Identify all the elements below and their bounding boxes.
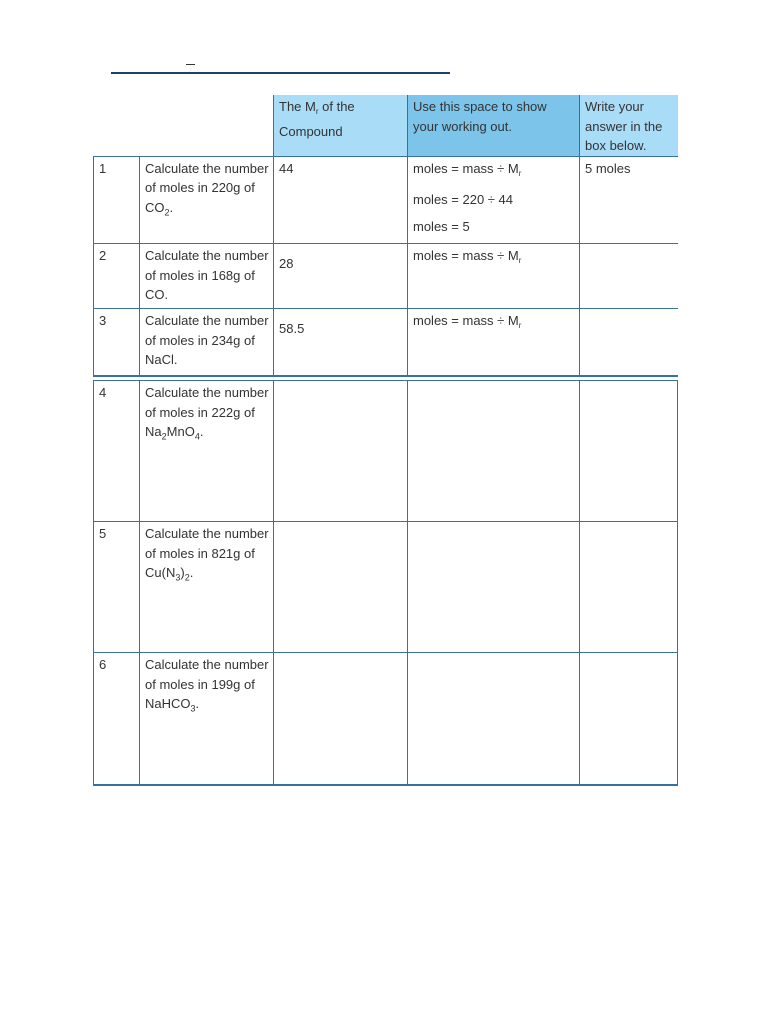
worked-examples-table — [93, 95, 678, 377]
working-cell[interactable] — [408, 381, 580, 522]
row-number: 5 — [94, 522, 140, 653]
question-cell: Calculate the number of moles in 168g of CO. — [140, 244, 274, 309]
row-number: 3 — [94, 309, 140, 376]
working-cell[interactable] — [408, 522, 580, 653]
table-row — [94, 653, 678, 785]
title-dash — [186, 64, 195, 65]
title-underline — [111, 72, 450, 74]
question-cell: Calculate the number of moles in 821g of $Cu(N_3)_2$. — [140, 522, 274, 653]
practice-table — [93, 380, 678, 786]
mr-cell: 58.5 — [274, 309, 408, 376]
answer-cell[interactable]: 5 moles — [580, 156, 678, 244]
mr-cell: 44 — [274, 156, 408, 244]
answer-cell[interactable] — [580, 309, 678, 376]
question-cell: Calculate the number of moles in 220g of $CO_2$. — [140, 156, 274, 244]
working-cell[interactable] — [408, 653, 580, 785]
mr-cell[interactable] — [274, 653, 408, 785]
answer-cell[interactable] — [580, 653, 678, 785]
answer-cell[interactable] — [580, 522, 678, 653]
row-number: 4 — [94, 381, 140, 522]
question-cell: Calculate the number of moles in 234g of NaCl. — [140, 309, 274, 376]
table-row — [94, 381, 678, 522]
mr-cell[interactable] — [274, 522, 408, 653]
working-cell: moles = mass ÷ $M_r$ moles = 220 ÷ 44 moles = 5 — [408, 156, 580, 244]
table-row — [94, 156, 678, 244]
header-row — [94, 95, 678, 156]
answer-cell[interactable] — [580, 244, 678, 309]
answer-cell[interactable] — [580, 381, 678, 522]
question-cell: Calculate the number of moles in 222g of $Na_2MnO_4$. — [140, 381, 274, 522]
question-cell: Calculate the number of moles in 199g of NaHCO$_3$. — [140, 653, 274, 785]
header-working: Use this space to show your working out. — [408, 95, 580, 156]
row-number: 6 — [94, 653, 140, 785]
header-answer: Write your answer in the box below. — [580, 95, 678, 156]
table-row — [94, 244, 678, 309]
mr-cell[interactable] — [274, 381, 408, 522]
row-number: 1 — [94, 156, 140, 244]
mr-cell: 28 — [274, 244, 408, 309]
header-mr: The $M_r$ of the Compound — [274, 95, 408, 156]
working-cell: moles = mass ÷ $M_r$ — [408, 244, 580, 309]
table-row — [94, 522, 678, 653]
table-row — [94, 309, 678, 376]
row-number: 2 — [94, 244, 140, 309]
working-cell: moles = mass ÷ $M_r$ — [408, 309, 580, 376]
